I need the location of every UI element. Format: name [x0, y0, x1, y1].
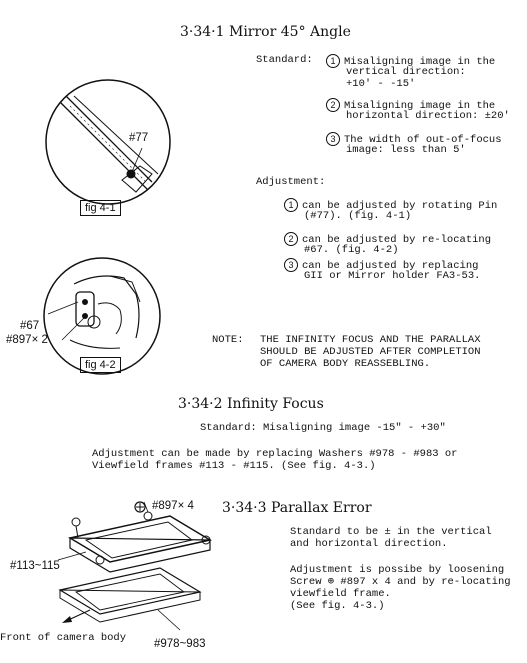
parallax-adjustment-line-2: Screw ⊕ #897 x 4 and by re-locating [290, 576, 511, 588]
fig-4-1-label: fig 4-1 [80, 200, 121, 216]
standard-label: Standard: [256, 54, 313, 66]
standard-item-1-line2: vertical direction: [346, 66, 466, 78]
adjustment-label: Adjustment: [256, 176, 326, 188]
parallax-adjustment-line-1: Adjustment is possibe by loosening [290, 564, 505, 576]
parallax-standard-line-2: and horizontal direction. [290, 538, 448, 550]
infinity-adjustment-line-1: Adjustment can be made by replacing Washers #978 - #983 or [92, 448, 458, 460]
adjustment-item-1-line2: (#77). (fig. 4-1) [304, 210, 412, 222]
standard-item-1-line3: +10' - -15' [346, 78, 416, 90]
callout-screw-897x2: #897× 2 [6, 334, 48, 346]
adjustment-item-2-line2: #67. (fig. 4-2) [304, 244, 399, 256]
item-text: The width of out-of-focus [344, 133, 502, 146]
callout-pin-77: #77 [129, 132, 149, 144]
circled-number: 2 [326, 98, 340, 112]
section-title-mirror-angle: 3·34·1 Mirror 45° Angle [180, 24, 351, 40]
standard-item-2-line2: horizontal direction: ±20' [346, 110, 510, 122]
standard-item-3-line2: image: less than 5' [346, 144, 466, 156]
fig-4-2-label: fig 4-2 [80, 357, 121, 373]
section-title-infinity-focus: 3·34·2 Infinity Focus [178, 396, 324, 412]
callout-washer-978-983: #978~983 [154, 638, 206, 650]
parallax-adjustment-line-3: viewfield frame. [290, 588, 391, 600]
circled-number: 1 [326, 54, 340, 68]
callout-part-67: #67 [20, 320, 40, 332]
circled-number: 3 [326, 132, 340, 146]
note-label: NOTE: [212, 334, 244, 346]
item-text: Misaligning image in the [344, 99, 496, 112]
adjustment-item-3-line2: GII or Mirror holder FA3-53. [304, 270, 481, 282]
figure-4-3-illustration [40, 498, 230, 648]
callout-screw-897x4: #897× 4 [152, 500, 194, 512]
item-text: can be adjusted by rotating Pin [302, 199, 498, 212]
parallax-standard-line-1: Standard to be ± in the vertical [290, 526, 492, 538]
section-title-parallax-error: 3·34·3 Parallax Error [222, 500, 372, 516]
note-line-2: SHOULD BE ADJUSTED AFTER COMPLETION [260, 346, 481, 358]
circled-number: 1 [284, 198, 298, 212]
item-text: Misaligning image in the [344, 55, 496, 68]
infinity-standard: Standard: Misaligning image -15" - +30" [200, 422, 446, 434]
note-line-3: OF CAMERA BODY REASSEBLING. [260, 358, 431, 370]
parallax-adjustment-line-4: (See fig. 4-3.) [290, 600, 385, 612]
callout-frame-113-115: #113~115 [10, 560, 60, 572]
circled-number: 3 [284, 258, 298, 272]
front-of-camera-label: Front of camera body [0, 632, 127, 644]
figure-4-1-illustration [30, 70, 180, 220]
circled-number: 2 [284, 232, 298, 246]
item-text: can be adjusted by re-locating [302, 233, 492, 246]
infinity-adjustment-line-2: Viewfield frames #113 - #115. (See fig. 4-3.) [92, 460, 376, 472]
note-line-1: THE INFINITY FOCUS AND THE PARALLAX [260, 334, 481, 346]
item-text: can be adjusted by replacing [302, 259, 479, 272]
